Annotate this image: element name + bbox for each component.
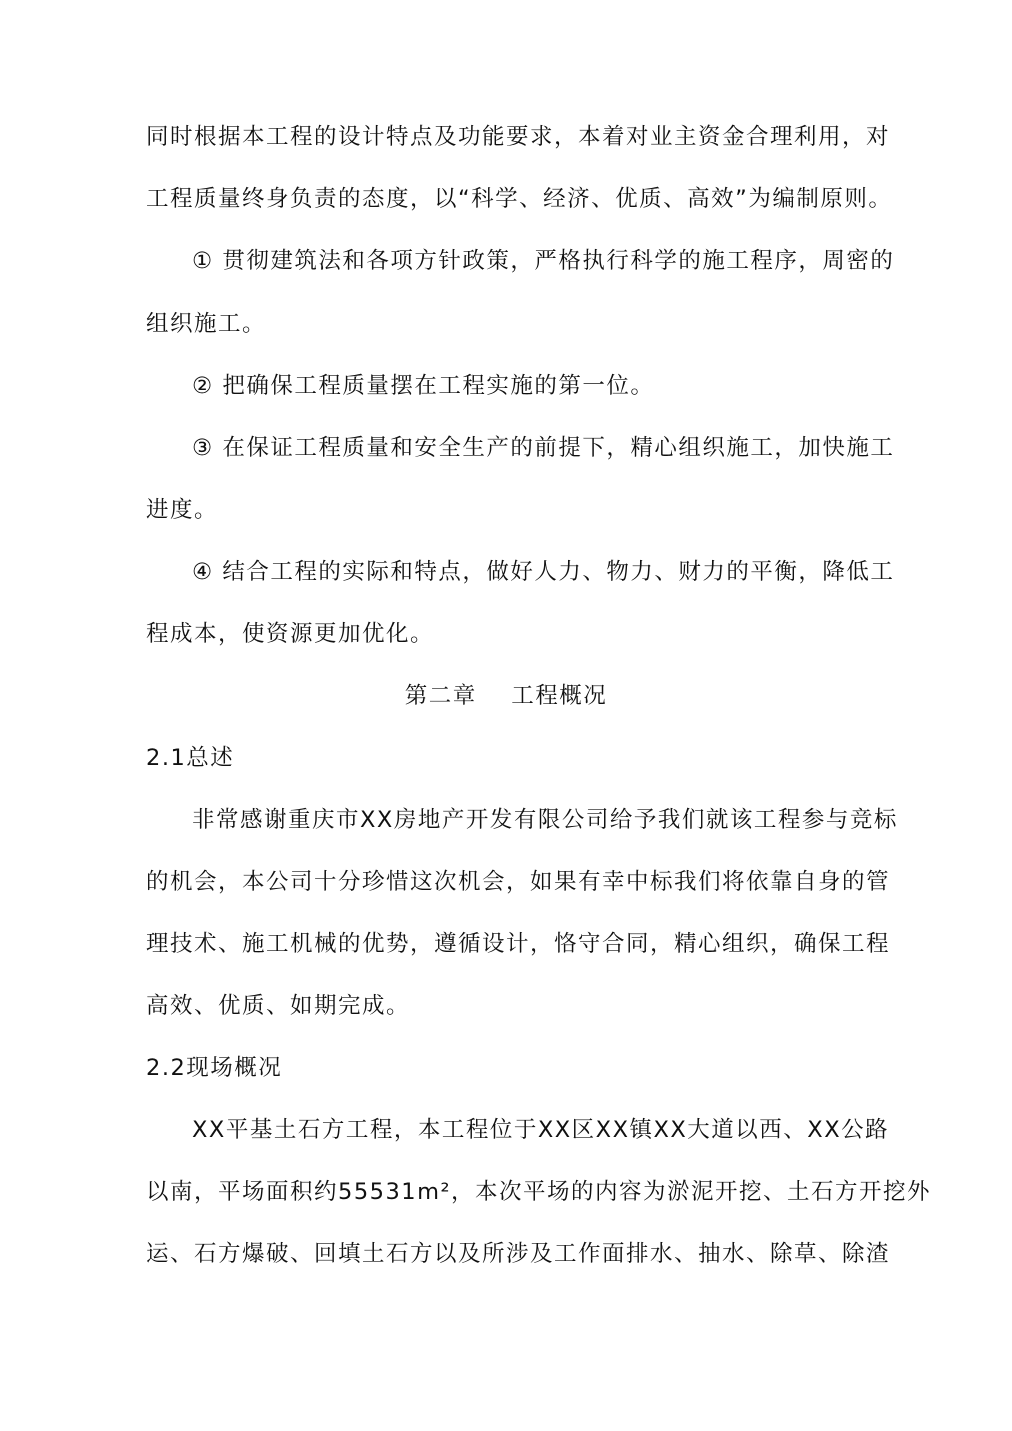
paragraph-line: XX平基土石方工程，本工程位于XX区XX镇XX大道以西、XX公路 [192, 1117, 890, 1143]
paragraph-line: 程成本，使资源更加优化。 [146, 621, 435, 647]
paragraph-line: 理技术、施工机械的优势，遵循设计，恪守合同，精心组织，确保工程 [146, 931, 891, 957]
paragraph-line: 工程质量终身负责的态度，以“科学、经济、优质、高效”为编制原则。 [146, 186, 893, 212]
list-item-3: ③ 在保证工程质量和安全生产的前提下，精心组织施工，加快施工 [192, 435, 895, 461]
paragraph-line: 同时根据本工程的设计特点及功能要求，本着对业主资金合理利用，对 [146, 124, 891, 150]
list-item-2: ② 把确保工程质量摆在工程实施的第一位。 [192, 373, 655, 399]
chapter-title: 第二章 工程概况 [404, 683, 608, 709]
list-item-4: ④ 结合工程的实际和特点，做好人力、物力、财力的平衡，降低工 [192, 559, 895, 585]
paragraph-line: 运、石方爆破、回填土石方以及所涉及工作面排水、抽水、除草、除渣 [146, 1241, 891, 1267]
paragraph-line: 组织施工。 [146, 311, 267, 337]
paragraph-line: 进度。 [146, 497, 219, 523]
section-heading-2-2: 2.2现场概况 [146, 1055, 283, 1081]
paragraph-line: 非常感谢重庆市XX房地产开发有限公司给予我们就该工程参与竞标 [192, 807, 898, 833]
paragraph-line: 的机会，本公司十分珍惜这次机会，如果有幸中标我们将依靠自身的管 [146, 869, 891, 895]
paragraph-line: 高效、优质、如期完成。 [146, 993, 411, 1019]
section-heading-2-1: 2.1总述 [146, 745, 235, 771]
paragraph-line: 以南，平场面积约55531m²，本次平场的内容为淤泥开挖、土石方开挖外 [146, 1179, 932, 1205]
list-item-1: ① 贯彻建筑法和各项方针政策，严格执行科学的施工程序，周密的 [192, 248, 895, 274]
